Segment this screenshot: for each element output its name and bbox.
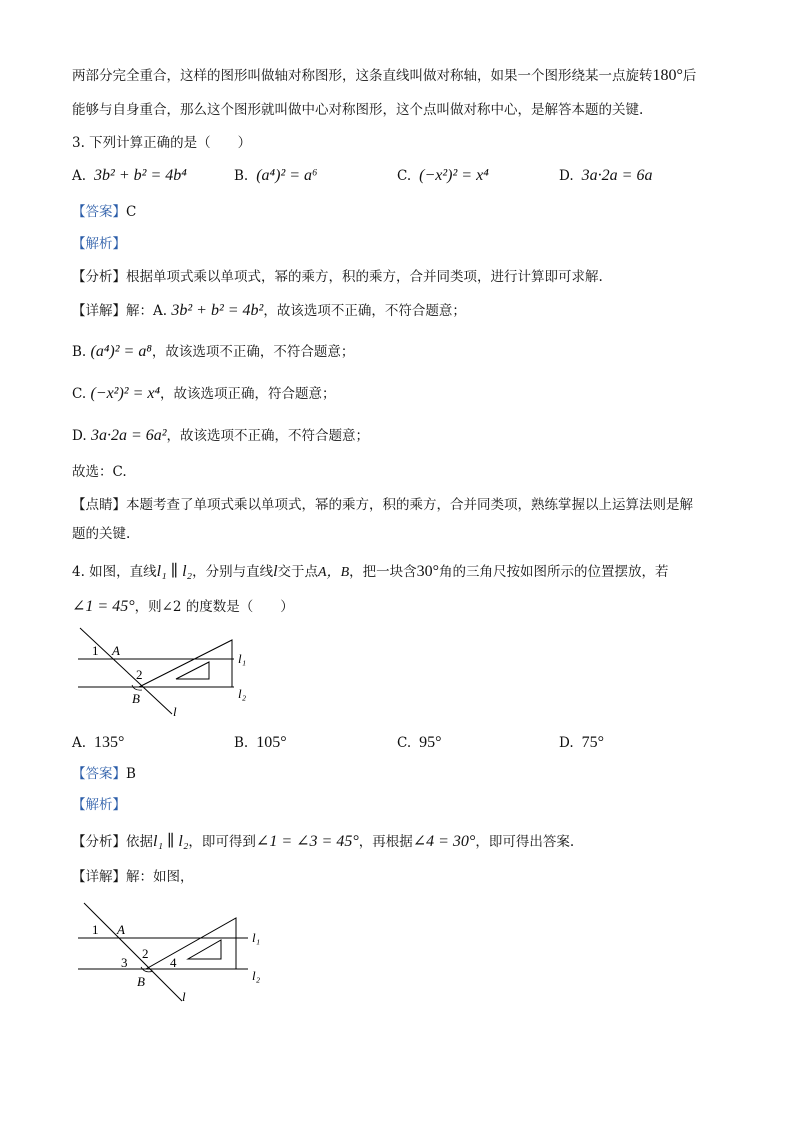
option-value: 135°: [94, 734, 125, 751]
q3-dianjing-2: 题的关键.: [72, 526, 131, 542]
q4-stem-cond: ∠1 = 45°: [72, 598, 135, 615]
option-expr: 3b² + b² = 4b⁴: [94, 167, 187, 184]
label-l2: l₂: [252, 968, 261, 983]
q4-stem-f: ，则∠2 的度数是（ ）: [134, 599, 294, 615]
q3-stem: 3. 下列计算正确的是（ ）: [72, 135, 252, 151]
detail-d-label: D.: [72, 428, 87, 444]
q4-stem-1: [72, 562, 669, 583]
q3-option-c: [397, 165, 489, 187]
option-label: A.: [72, 735, 87, 751]
q4-option-b: [234, 732, 287, 754]
option-expr: (−x²)² = x⁴: [419, 167, 489, 184]
q4-stem-d: ，把一块含: [349, 564, 417, 580]
fenxi-eq1: ∠1 = ∠3 = 45°: [255, 833, 359, 850]
q4-stem-b: ，分别与直线: [192, 564, 274, 580]
analysis-tag: 解析: [85, 236, 113, 252]
fenxi-eq2: ∠4 = 30°: [412, 833, 476, 850]
q4-option-a: [72, 732, 124, 754]
q3-detail-d: [72, 426, 369, 446]
line-l: [80, 628, 172, 714]
q4-figure: [72, 624, 262, 724]
q4-stem-l: l: [273, 563, 278, 580]
label-B: B: [132, 691, 140, 706]
label-A: A: [112, 643, 120, 658]
fenxi-tag: 分析: [85, 834, 113, 850]
label-1: 1: [92, 922, 99, 937]
detail-a-text: ，故该选项不正确，不符合题意；: [263, 303, 466, 319]
option-value: 75°: [581, 734, 605, 751]
option-label: A.: [72, 168, 87, 184]
q4-fenxi: 【分析】依据l₁ ∥ l₂，即可得到∠1 = ∠3 = 45°，再根据∠4 = 30°，即可得出答案.: [72, 833, 575, 850]
q4-answer: 【答案】B: [72, 766, 136, 782]
label-l: l: [182, 989, 186, 1004]
label-3: 3: [121, 955, 128, 970]
q3-fenxi: 【分析】根据单项式乘以单项式，幂的乘方，积的乘方，合并同类项，进行计算即可求解.: [72, 269, 603, 285]
option-value: 105°: [256, 734, 287, 751]
intro-text-b: 后: [682, 68, 697, 84]
answer-tag: 答案: [85, 204, 113, 220]
detail-a-expr: 3b² + b² = 4b²: [171, 302, 264, 319]
q4-option-c: [397, 732, 442, 754]
q4-analysis-heading: 【解析】: [72, 797, 126, 813]
xiangjie-prefix: 解：A.: [126, 303, 168, 319]
q3-option-d: [559, 165, 652, 187]
option-label: C.: [397, 168, 412, 184]
fenxi-text: 根据单项式乘以单项式，幂的乘方，积的乘方，合并同类项，进行计算即可求解.: [126, 269, 603, 285]
analysis-tag: 解析: [85, 797, 113, 813]
line-l: [84, 903, 182, 1001]
detail-d-expr: 3a·2a = 6a²: [90, 427, 167, 444]
q3-option-b: [234, 165, 318, 187]
set-square-outer: [146, 918, 236, 969]
xiangjie-tag: 详解: [85, 303, 113, 319]
option-expr: (a⁴)² = a⁶: [256, 167, 318, 184]
intro-line-2: 能够与自身重合，那么这个图形就叫做中心对称图形，这个点叫做对称中心，是解答本题的关键.: [72, 102, 644, 118]
detail-c-text: ，故该选项正确，符合题意；: [160, 386, 336, 402]
label-l1: l₁: [238, 651, 247, 666]
fenxi-rel: l₁ ∥ l₂: [153, 833, 189, 850]
q4-stem-pts: A，B: [318, 565, 350, 580]
fenxi-b: ，即可得到: [188, 834, 256, 850]
label-l2: l₂: [238, 686, 247, 701]
q3-conclusion: 故选：C.: [72, 464, 127, 480]
option-value: 95°: [419, 734, 442, 751]
label-2: 2: [142, 946, 149, 961]
detail-b-text: ，故该选项不正确，不符合题意；: [151, 344, 355, 360]
label-4: 4: [170, 955, 177, 970]
xiangjie-tag: 详解: [85, 869, 113, 885]
q3-answer: 【答案】C: [72, 204, 137, 220]
q3-analysis-heading: 【解析】: [72, 236, 126, 252]
intro-line-1: [72, 66, 696, 86]
q4-xiangjie: 【详解】解：如图，: [72, 869, 194, 885]
fenxi-c: ，再根据: [358, 834, 413, 850]
q3-xiangjie-a: 【详解】解：A. 3b² + b² = 4b²，故该选项不正确，不符合题意；: [72, 302, 466, 319]
q4-stem-2: [72, 597, 294, 617]
intro-text-a: 两部分完全重合，这样的图形叫做轴对称图形，这条直线叫做对称轴，如果一个图形绕某一点旋转: [72, 68, 653, 84]
detail-b-label: B.: [72, 344, 87, 360]
q4-stem-deg: 30°: [416, 563, 440, 580]
set-square-outer: [139, 640, 232, 687]
detail-d-text: ，故该选项不正确，不符合题意；: [166, 428, 370, 444]
label-1: 1: [92, 643, 99, 658]
fenxi-a: 依据: [126, 834, 153, 850]
label-B: B: [137, 974, 145, 989]
option-expr: 3a·2a = 6a: [581, 167, 653, 184]
answer-value: C: [126, 204, 137, 220]
q3-detail-b: [72, 342, 354, 362]
q4-solution-figure: [72, 898, 272, 1008]
option-label: B.: [234, 735, 249, 751]
intro-degree: 180°: [652, 67, 683, 84]
q3-dianjing-1: 【点睛】本题考查了单项式乘以单项式，幂的乘方，积的乘方，合并同类项，熟练掌握以上运算法则是解: [72, 497, 693, 513]
option-label: D.: [559, 168, 574, 184]
detail-c-label: C.: [72, 386, 87, 402]
q4-stem-a: 4. 如图，直线: [72, 564, 157, 580]
q4-stem-c: 交于点: [277, 564, 319, 580]
q4-stem-e: 角的三角尺按如图所示的位置摆放，若: [439, 564, 669, 580]
dianjing-line1: 本题考查了单项式乘以单项式，幂的乘方，积的乘方，合并同类项，熟练掌握以上运算法则是解: [126, 497, 693, 513]
fenxi-tag: 分析: [85, 269, 113, 285]
q3-option-a: [72, 165, 187, 187]
detail-c-expr: (−x²)² = x⁴: [90, 385, 161, 402]
detail-b-expr: (a⁴)² = a⁸: [90, 343, 152, 360]
option-label: D.: [559, 735, 574, 751]
xiangjie-text: 解：如图，: [126, 869, 194, 885]
set-square-inner: [176, 662, 209, 679]
option-label: C.: [397, 735, 412, 751]
option-label: B.: [234, 168, 249, 184]
answer-value: B: [126, 766, 136, 782]
label-l: l: [173, 704, 177, 719]
q3-detail-c: [72, 384, 336, 404]
label-l1: l₁: [252, 930, 261, 945]
fenxi-d: ，即可得出答案.: [475, 834, 575, 850]
q4-stem-rel: l₁ ∥ l₂: [156, 563, 193, 580]
label-2: 2: [136, 667, 143, 682]
answer-tag: 答案: [85, 766, 113, 782]
dianjing-tag: 点睛: [85, 497, 113, 513]
q4-option-d: [559, 732, 604, 754]
label-A: A: [117, 922, 125, 937]
